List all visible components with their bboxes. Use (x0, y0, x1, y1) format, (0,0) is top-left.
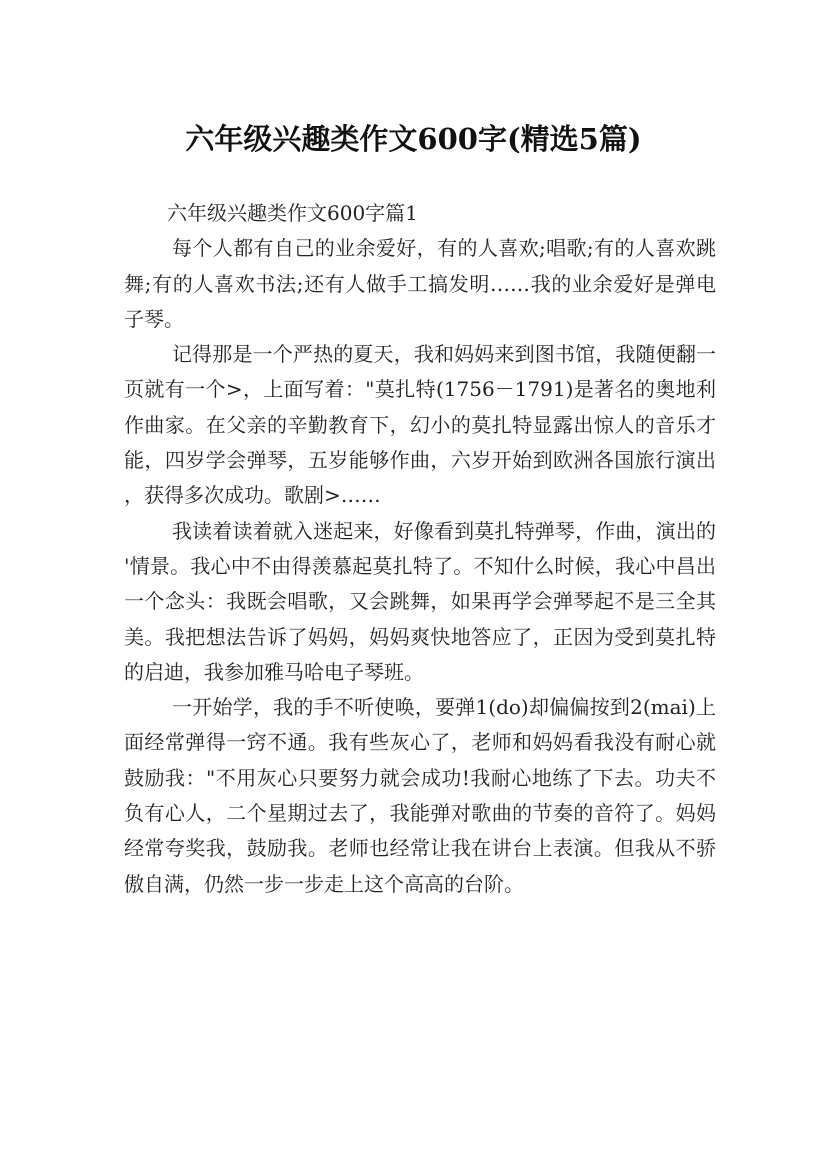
article-body (124, 196, 716, 902)
paragraph-1: 每个人都有自己的业余爱好，有的人喜欢;唱歌;有的人喜欢跳舞;有的人喜欢书法;还有人做手工搞发明……我的业余爱好是弹电子琴。 (124, 236, 716, 331)
paragraph-3: 我读着读着就入迷起来，好像看到莫扎特弹琴，作曲，演出的'情景。我心中不由得羡慕起莫扎特了。不知什么时候，我心中昌出一个念头：我既会唱歌，又会跳舞，如果再学会弹琴起不是三全其美。我把想法告诉了妈妈，妈妈爽快地答应了，正因为受到莫扎特的启迪，我参加雅马哈电子琴班。 (124, 518, 716, 684)
document-title: 六年级兴趣类作文600字(精选5篇) (185, 122, 642, 157)
section-heading: 六年级兴趣类作文600字篇1 (167, 201, 418, 225)
paragraph-2: 记得那是一个严热的夏天，我和妈妈来到图书馆，我随便翻一页就有一个>，上面写着："莫扎特(1756－1791)是著名的奥地利作曲家。在父亲的辛勤教育下，幻小的莫扎特显露出惊人的音乐才能，四岁学会弹琴，五岁能够作曲，六岁开始到欧洲各国旅行演出，获得多次成功。歌剧>…… (124, 342, 716, 508)
paragraph-4: 一开始学，我的手不听使唤，要弹1(do)却偏偏按到2(mai)上面经常弹得一窍不通。我有些灰心了，老师和妈妈看我没有耐心就鼓励我："不用灰心只要努力就会成功!我耐心地练了下去。功夫不负有心人，二个星期过去了，我能弹对歌曲的节奏的音符了。妈妈经常夸奖我，鼓励我。老师也经常让我在讲台上表演。但我从不骄傲自满，仍然一步一步走上这个高高的台阶。 (124, 695, 716, 896)
